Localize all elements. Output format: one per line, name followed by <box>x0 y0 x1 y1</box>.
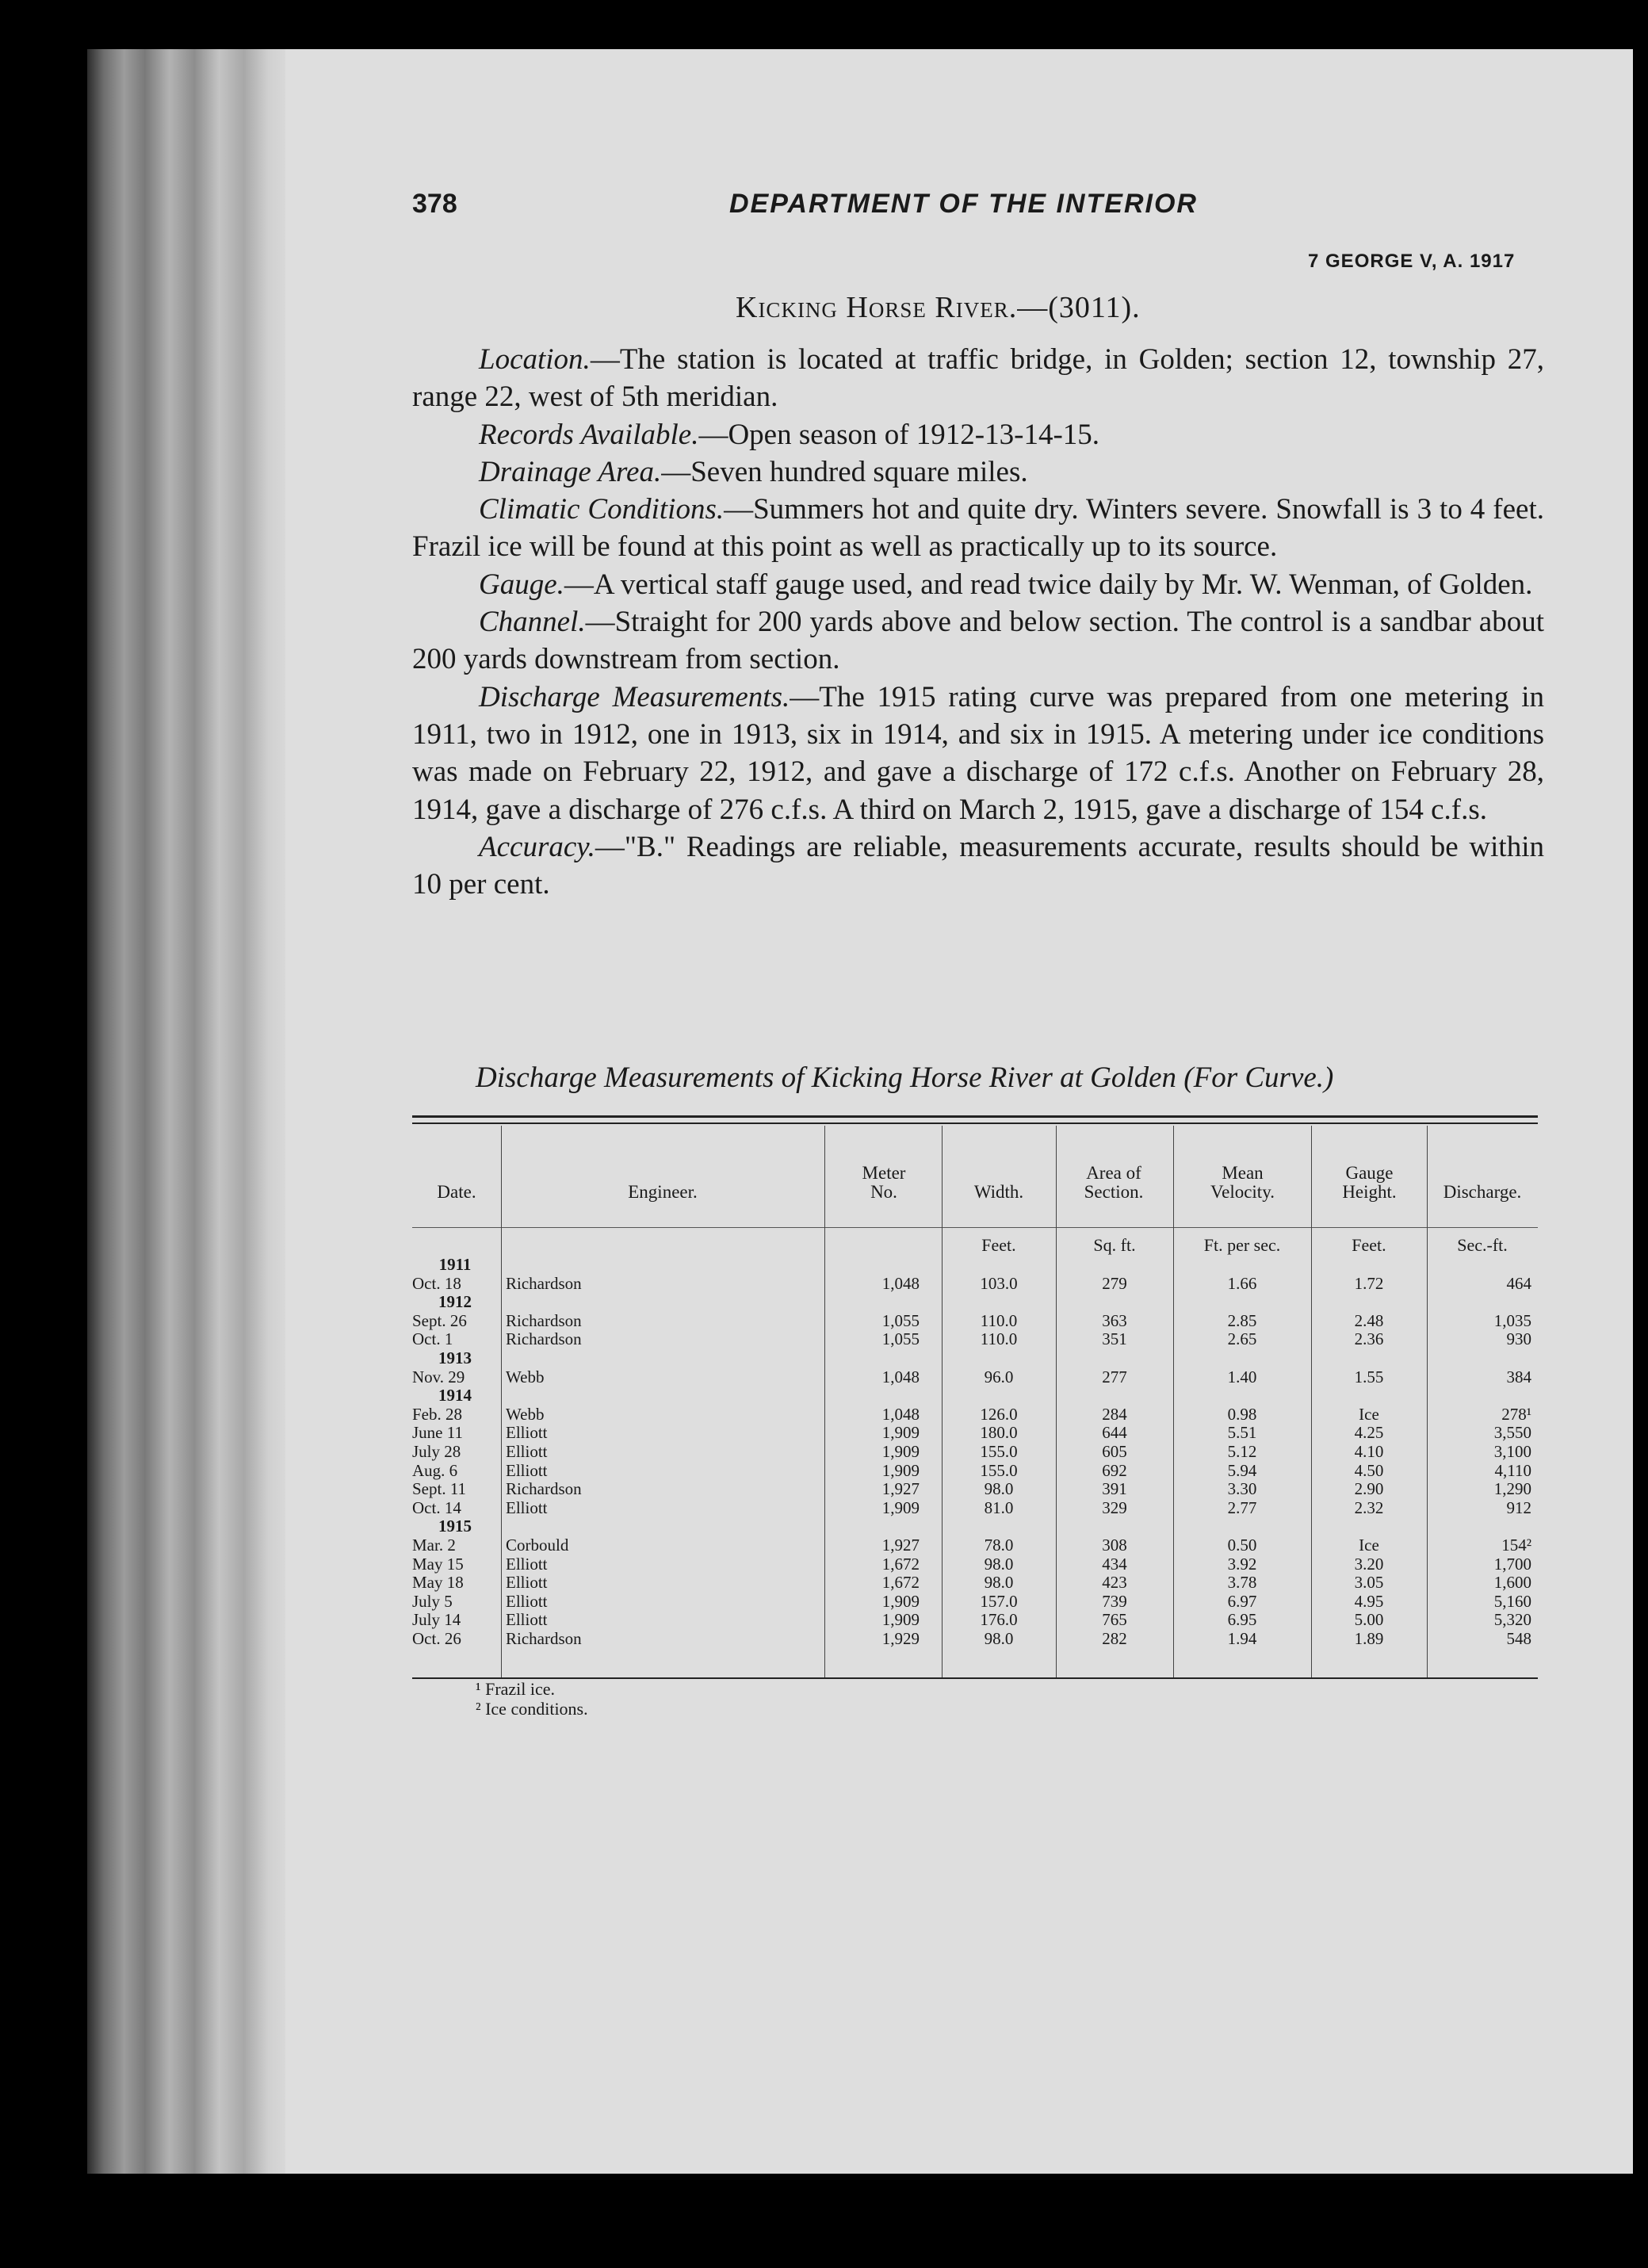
table-cell-gauge: 2.36 <box>1354 1329 1384 1349</box>
table-cell-meter: 1,048 <box>881 1273 920 1293</box>
year-cell <box>1173 1349 1311 1368</box>
table-cell-engineer: Elliott <box>506 1554 548 1574</box>
table-cell-velocity: 1.94 <box>1227 1628 1257 1648</box>
table-cell-area: 279 <box>1102 1273 1127 1293</box>
year-cell <box>1427 1386 1531 1406</box>
year-cell <box>942 1256 1056 1275</box>
table-cell-engineer: Elliott <box>506 1573 548 1593</box>
station-description <box>412 341 1544 903</box>
table-cell-date: Feb. 28 <box>412 1404 462 1424</box>
footnote-2: ² Ice conditions. <box>476 1699 588 1719</box>
table-cell-date: Sept. 11 <box>412 1479 467 1499</box>
table-cell-discharge: 930 <box>1506 1329 1531 1349</box>
year-cell <box>1311 1293 1427 1312</box>
year-cell <box>942 1293 1056 1312</box>
paragraph-location: Location.—The station is located at traffic bridge, in Golden; section 12, township 27, range 22, west of 5th meridian. <box>412 343 1544 414</box>
table-cell-area: 351 <box>1102 1329 1127 1349</box>
paragraph-accuracy: Accuracy.—"B." Readings are reliable, measurements accurate, results should be within 10 per cent. <box>412 830 1544 901</box>
table-cell-width: 98.0 <box>984 1479 1014 1499</box>
year-cell <box>1173 1256 1311 1275</box>
table-cell-date: Mar. 2 <box>412 1535 456 1555</box>
table-cell-date: May 18 <box>412 1573 464 1593</box>
table-cell-gauge: 4.25 <box>1354 1423 1384 1443</box>
header-engineer: Engineer. <box>628 1182 698 1202</box>
table-cell-velocity: 2.77 <box>1227 1497 1257 1517</box>
year-cell <box>1173 1293 1311 1312</box>
table-cell-meter: 1,927 <box>881 1479 920 1499</box>
table-cell-date: Nov. 29 <box>412 1367 465 1386</box>
table-cell-velocity: 2.65 <box>1227 1329 1257 1349</box>
header-date: Date. <box>437 1182 476 1202</box>
table-cell-discharge: 4,110 <box>1494 1460 1531 1480</box>
footnote-1: ¹ Frazil ice. <box>476 1679 556 1699</box>
table-cell-area: 284 <box>1102 1404 1127 1424</box>
table-cell-width: 98.0 <box>984 1628 1014 1648</box>
paragraph-drainage: Drainage Area.—Seven hundred square miles. <box>479 455 1028 488</box>
paragraph-channel: Channel.—Straight for 200 yards above and below section. The control is a sandbar about 200 yards downstream from section. <box>412 606 1544 676</box>
table-cell-gauge: 2.48 <box>1354 1310 1384 1330</box>
table-cell-engineer: Elliott <box>506 1423 548 1443</box>
header-meter: Meter No. <box>862 1163 906 1202</box>
table-cell-meter: 1,909 <box>881 1610 920 1630</box>
table-cell-area: 329 <box>1102 1497 1127 1517</box>
table-cell-gauge: 3.05 <box>1354 1573 1384 1593</box>
footnotes <box>476 1679 588 1719</box>
unit-gauge: Feet. <box>1352 1235 1386 1255</box>
table-cell-width: 176.0 <box>980 1610 1018 1630</box>
table-cell-meter: 1,909 <box>881 1591 920 1611</box>
table-cell-velocity: 5.12 <box>1227 1441 1257 1461</box>
paragraph-gauge: Gauge.—A vertical staff gauge used, and read twice daily by Mr. W. Wenman, of Golden. <box>479 568 1533 601</box>
table-cell-discharge: 3,550 <box>1493 1423 1531 1443</box>
table-cell-velocity: 1.40 <box>1227 1367 1257 1386</box>
table-cell-discharge: 3,100 <box>1493 1441 1531 1461</box>
table-cell-engineer: Richardson <box>506 1628 582 1648</box>
table-cell-date: May 15 <box>412 1554 464 1574</box>
table-top-rule-inner <box>412 1123 1538 1124</box>
header-width: Width. <box>973 1182 1024 1202</box>
year-cell <box>824 1517 920 1536</box>
year-cell <box>1056 1517 1173 1536</box>
table-cell-width: 103.0 <box>980 1273 1018 1293</box>
year-cell <box>1311 1517 1427 1536</box>
column-engineer <box>506 1256 819 1648</box>
table-cell-date: Oct. 14 <box>412 1497 461 1517</box>
table-header-rule <box>412 1227 1538 1228</box>
column-discharge <box>1427 1256 1531 1648</box>
year-cell <box>506 1349 819 1368</box>
table-cell-engineer: Elliott <box>506 1610 548 1630</box>
table-cell-gauge: 4.50 <box>1354 1460 1384 1480</box>
year-cell <box>506 1256 819 1275</box>
table-cell-gauge: 3.20 <box>1354 1554 1384 1574</box>
table-cell-meter: 1,055 <box>881 1329 920 1349</box>
regnal-year: 7 GEORGE V, A. 1917 <box>1308 251 1516 272</box>
column-area <box>1056 1256 1173 1648</box>
table-cell-velocity: 3.92 <box>1227 1554 1257 1574</box>
year-cell: 1915 <box>438 1516 472 1536</box>
table-cell-width: 157.0 <box>980 1591 1018 1611</box>
table-cell-width: 110.0 <box>980 1310 1018 1330</box>
year-cell <box>824 1386 920 1406</box>
table-cell-discharge: 154² <box>1501 1535 1531 1555</box>
table-top-rule <box>412 1115 1538 1118</box>
table-cell-gauge: 1.55 <box>1354 1367 1384 1386</box>
table-cell-gauge: 1.72 <box>1354 1273 1384 1293</box>
year-cell <box>506 1517 819 1536</box>
table-cell-date: July 28 <box>412 1441 461 1461</box>
table-cell-gauge: Ice <box>1359 1404 1379 1424</box>
year-cell <box>824 1293 920 1312</box>
year-cell: 1911 <box>438 1255 472 1274</box>
column-divider <box>501 1126 502 1677</box>
table-cell-velocity: 5.94 <box>1227 1460 1257 1480</box>
column-meter <box>824 1256 920 1648</box>
table-cell-width: 81.0 <box>984 1497 1014 1517</box>
year-cell <box>1056 1256 1173 1275</box>
table-cell-velocity: 6.95 <box>1227 1610 1257 1630</box>
table-cell-area: 282 <box>1102 1628 1127 1648</box>
table-cell-date: July 5 <box>412 1591 453 1611</box>
table-cell-engineer: Elliott <box>506 1441 548 1461</box>
table-cell-velocity: 3.78 <box>1227 1573 1257 1593</box>
table-cell-width: 96.0 <box>984 1367 1014 1386</box>
table-cell-gauge: 2.32 <box>1354 1497 1384 1517</box>
table-cell-engineer: Elliott <box>506 1497 548 1517</box>
table-cell-date: Oct. 18 <box>412 1273 461 1293</box>
table-cell-gauge: 4.10 <box>1354 1441 1384 1461</box>
unit-area: Sq. ft. <box>1093 1235 1136 1255</box>
table-cell-discharge: 464 <box>1506 1273 1531 1293</box>
table-cell-discharge: 1,035 <box>1493 1310 1531 1330</box>
table-cell-date: July 14 <box>412 1610 461 1630</box>
table-cell-meter: 1,048 <box>881 1404 920 1424</box>
table-cell-engineer: Webb <box>506 1367 545 1386</box>
table-cell-discharge: 384 <box>1506 1367 1531 1386</box>
year-cell <box>1056 1349 1173 1368</box>
table-cell-velocity: 1.66 <box>1227 1273 1257 1293</box>
table-cell-velocity: 6.97 <box>1227 1591 1257 1611</box>
table-cell-width: 98.0 <box>984 1573 1014 1593</box>
year-cell <box>1427 1293 1531 1312</box>
table-cell-gauge: Ice <box>1359 1535 1379 1555</box>
year-cell <box>1427 1517 1531 1536</box>
column-gauge <box>1311 1256 1427 1648</box>
column-velocity <box>1173 1256 1311 1648</box>
year-cell <box>942 1386 1056 1406</box>
table-cell-area: 391 <box>1102 1479 1127 1499</box>
table-cell-width: 155.0 <box>980 1441 1018 1461</box>
table-cell-discharge: 1,600 <box>1493 1573 1531 1593</box>
year-cell <box>506 1386 819 1406</box>
running-head: DEPARTMENT OF THE INTERIOR <box>729 189 1198 219</box>
table-cell-velocity: 0.50 <box>1227 1535 1257 1555</box>
table-cell-discharge: 1,700 <box>1493 1554 1531 1574</box>
year-cell: 1912 <box>438 1292 472 1312</box>
paragraph-climatic: Climatic Conditions.—Summers hot and quite dry. Winters severe. Snowfall is 3 to 4 feet. Frazil ice will be found at this point as well as practically up to its source. <box>412 493 1544 564</box>
table-cell-date: Oct. 1 <box>412 1329 453 1349</box>
year-cell <box>1056 1386 1173 1406</box>
table-cell-meter: 1,909 <box>881 1497 920 1517</box>
table-cell-discharge: 5,160 <box>1493 1591 1531 1611</box>
table-cell-engineer: Elliott <box>506 1591 548 1611</box>
table-cell-meter: 1,048 <box>881 1367 920 1386</box>
table-cell-gauge: 5.00 <box>1354 1610 1384 1630</box>
table-cell-date: Sept. 26 <box>412 1310 467 1330</box>
year-cell <box>1427 1256 1531 1275</box>
table-cell-date: June 11 <box>412 1423 463 1443</box>
table-cell-meter: 1,909 <box>881 1441 920 1461</box>
table-cell-discharge: 912 <box>1506 1497 1531 1517</box>
table-cell-velocity: 5.51 <box>1227 1423 1257 1443</box>
year-cell <box>1173 1386 1311 1406</box>
year-cell: 1914 <box>438 1386 472 1406</box>
section-title: Kicking Horse River.—(3011). <box>736 291 1141 324</box>
table-cell-engineer: Webb <box>506 1404 545 1424</box>
table-cell-discharge: 278¹ <box>1501 1404 1531 1424</box>
table-cell-area: 308 <box>1102 1535 1127 1555</box>
table-cell-area: 363 <box>1102 1310 1127 1330</box>
year-cell <box>942 1517 1056 1536</box>
header-gauge: Gauge Height. <box>1342 1163 1397 1202</box>
table-cell-width: 126.0 <box>980 1404 1018 1424</box>
table-cell-discharge: 5,320 <box>1493 1610 1531 1630</box>
unit-discharge: Sec.-ft. <box>1457 1235 1508 1255</box>
table-caption: Discharge Measurements of Kicking Horse River at Golden (For Curve.) <box>476 1061 1334 1094</box>
table-cell-area: 605 <box>1102 1441 1127 1461</box>
table-cell-engineer: Corbould <box>506 1535 569 1555</box>
year-cell <box>824 1256 920 1275</box>
year-cell <box>1427 1349 1531 1368</box>
year-cell <box>1311 1349 1427 1368</box>
table-cell-gauge: 4.95 <box>1354 1591 1384 1611</box>
column-width <box>942 1256 1056 1648</box>
table-cell-width: 98.0 <box>984 1554 1014 1574</box>
book-page-edge <box>87 49 293 2174</box>
table-cell-gauge: 1.89 <box>1354 1628 1384 1648</box>
page-number: 378 <box>412 189 457 219</box>
year-cell <box>1311 1386 1427 1406</box>
table-cell-discharge: 1,290 <box>1493 1479 1531 1499</box>
year-cell <box>942 1349 1056 1368</box>
column-date <box>412 1256 498 1648</box>
header-discharge: Discharge. <box>1443 1182 1522 1202</box>
table-cell-area: 739 <box>1102 1591 1127 1611</box>
header-velocity: Mean Velocity. <box>1210 1163 1275 1202</box>
table-cell-width: 78.0 <box>984 1535 1014 1555</box>
header-area: Area of Section. <box>1084 1163 1144 1202</box>
table-cell-velocity: 0.98 <box>1227 1404 1257 1424</box>
unit-velocity: Ft. per sec. <box>1203 1235 1281 1255</box>
year-cell: 1913 <box>438 1348 472 1367</box>
table-cell-engineer: Richardson <box>506 1310 582 1330</box>
table-cell-meter: 1,909 <box>881 1460 920 1480</box>
year-cell <box>1056 1293 1173 1312</box>
table-cell-width: 180.0 <box>980 1423 1018 1443</box>
paragraph-discharge: Discharge Measurements.—The 1915 rating curve was prepared from one metering in 1911, two in 1912, one in 1913, six in 1914, and six in 1915. A metering under ice conditions was made on February 22, 1912, and gave a discharge of 172 c.f.s. Another on February 28, 1914, gave a discharge of 276 c.f.s. A third on March 2, 1915, gave a discharge of 154 c.f.s. <box>412 680 1544 826</box>
year-cell <box>824 1349 920 1368</box>
table-cell-area: 277 <box>1102 1367 1127 1386</box>
table-cell-width: 110.0 <box>980 1329 1018 1349</box>
table-cell-meter: 1,672 <box>881 1554 920 1574</box>
table-cell-area: 434 <box>1102 1554 1127 1574</box>
year-cell <box>506 1293 819 1312</box>
table-cell-meter: 1,909 <box>881 1423 920 1443</box>
paragraph-records: Records Available.—Open season of 1912-13-14-15. <box>479 418 1100 451</box>
table-cell-engineer: Elliott <box>506 1460 548 1480</box>
table-cell-date: Aug. 6 <box>412 1460 458 1480</box>
table-cell-gauge: 2.90 <box>1354 1479 1384 1499</box>
table-cell-date: Oct. 26 <box>412 1628 461 1648</box>
table-cell-meter: 1,672 <box>881 1573 920 1593</box>
table-cell-area: 765 <box>1102 1610 1127 1630</box>
year-cell <box>1311 1256 1427 1275</box>
table-cell-velocity: 2.85 <box>1227 1310 1257 1330</box>
table-cell-engineer: Richardson <box>506 1329 582 1349</box>
table-cell-meter: 1,929 <box>881 1628 920 1648</box>
table-cell-width: 155.0 <box>980 1460 1018 1480</box>
table-cell-area: 692 <box>1102 1460 1127 1480</box>
unit-width: Feet. <box>981 1235 1016 1255</box>
table-cell-velocity: 3.30 <box>1227 1479 1257 1499</box>
year-cell <box>1173 1517 1311 1536</box>
table-cell-area: 644 <box>1102 1423 1127 1443</box>
table-cell-engineer: Richardson <box>506 1273 582 1293</box>
table-cell-engineer: Richardson <box>506 1479 582 1499</box>
table-cell-meter: 1,055 <box>881 1310 920 1330</box>
table-cell-meter: 1,927 <box>881 1535 920 1555</box>
table-cell-area: 423 <box>1102 1573 1127 1593</box>
table-cell-discharge: 548 <box>1506 1628 1531 1648</box>
